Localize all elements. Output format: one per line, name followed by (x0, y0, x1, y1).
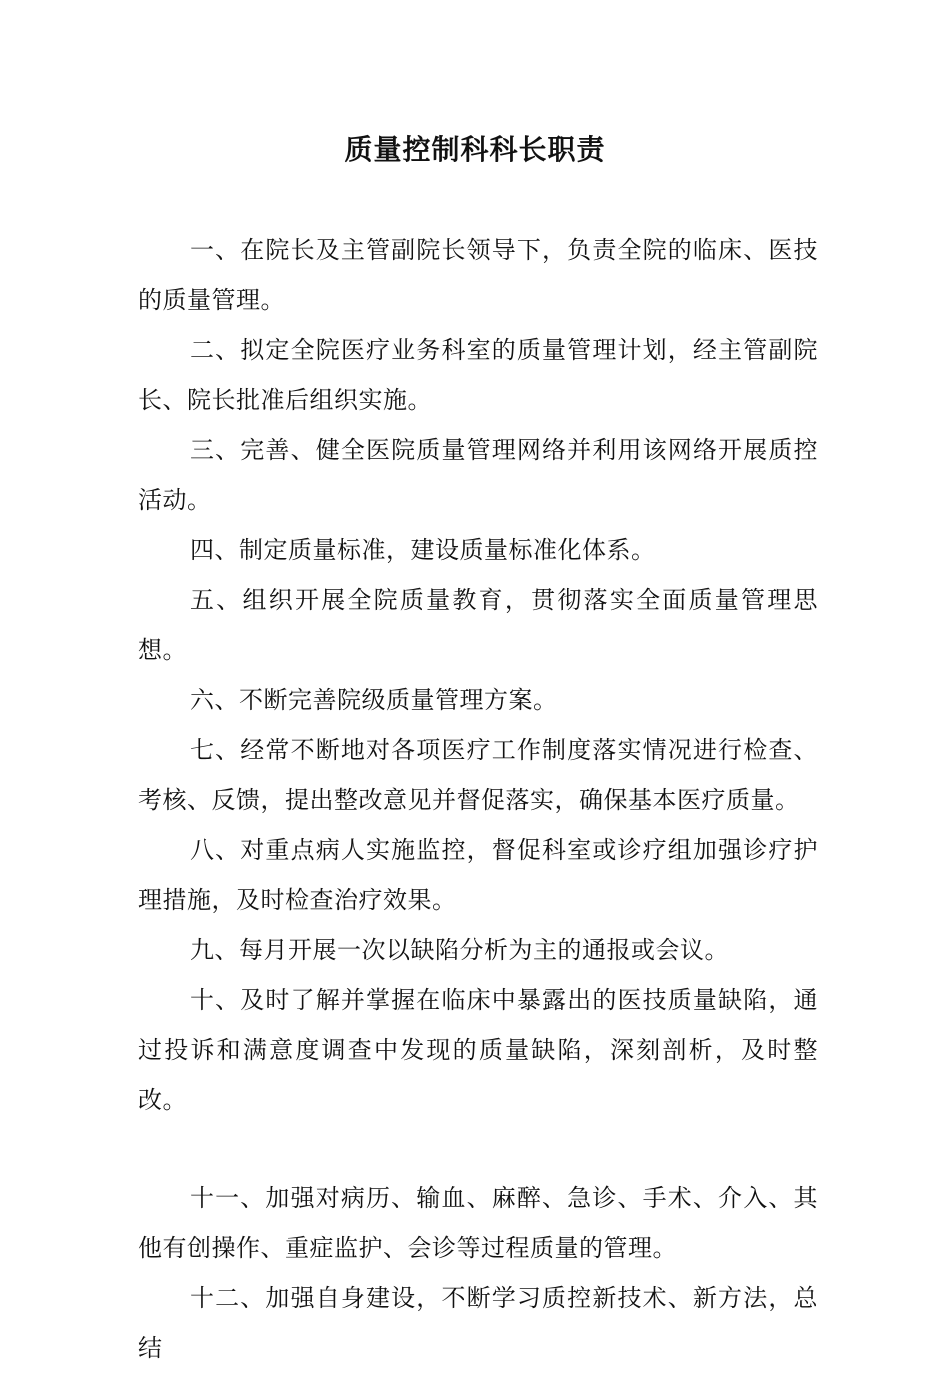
paragraph-12: 十二、加强自身建设，不断学习质控新技术、新方法，总结 (138, 1284, 818, 1362)
paragraph-4: 四、制定质量标准，建设质量标准化体系。 (190, 536, 656, 564)
paragraph-11: 十一、加强对病历、输血、麻醉、急诊、手术、介入、其他有创操作、重症监护、会诊等过程质量的管理。 (138, 1184, 818, 1262)
document-body (138, 225, 818, 1373)
paragraph-10: 十、及时了解并掌握在临床中暴露出的医技质量缺陷，通过投诉和满意度调查中发现的质量缺陷，深刻剖析，及时整改。 (138, 986, 818, 1114)
paragraph-9: 九、每月开展一次以缺陷分析为主的通报或会议。 (190, 936, 729, 964)
paragraph-3: 三、完善、健全医院质量管理网络并利用该网络开展质控活动。 (138, 436, 818, 514)
paragraph-8: 八、对重点病人实施监控，督促科室或诊疗组加强诊疗护理措施，及时检查治疗效果。 (138, 836, 818, 914)
paragraph-5: 五、组织开展全院质量教育，贯彻落实全面质量管理思想。 (138, 586, 818, 664)
paragraph-6: 六、不断完善院级质量管理方案。 (190, 686, 558, 714)
paragraph-7: 七、经常不断地对各项医疗工作制度落实情况进行检查、考核、反馈，提出整改意见并督促落实，确保基本医疗质量。 (138, 736, 818, 814)
paragraph-2: 二、拟定全院医疗业务科室的质量管理计划，经主管副院长、院长批准后组织实施。 (138, 336, 818, 414)
document-title: 质量控制科科长职责 (344, 133, 606, 166)
paragraph-1: 一、在院长及主管副院长领导下，负责全院的临床、医技的质量管理。 (138, 236, 818, 314)
